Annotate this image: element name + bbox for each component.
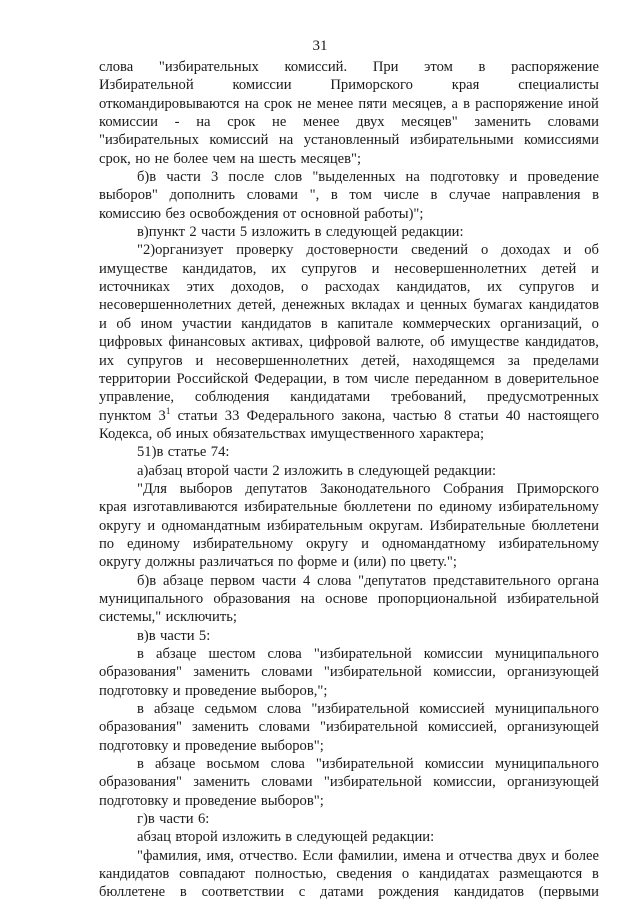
text-line: в абзаце седьмом слова "избирательной комиссией муниципального	[137, 701, 599, 718]
text-line: образования" заменить словами "избирательной комиссией, организующей	[99, 719, 599, 736]
text-line: цифровых финансовых активах, цифровой валюте, об имуществе кандидатов,	[99, 334, 599, 351]
text-line: территории Российской Федерации, в том числе переданном в доверительное	[99, 370, 599, 387]
text-line: образования" заменить словами "избирательной комиссии, организующей	[99, 664, 599, 681]
text-line: подготовку и проведение выборов";	[99, 737, 324, 754]
text-line: несовершеннолетних детей, денежных вкладах и ценных бумагах кандидатов	[99, 297, 599, 314]
text-line: их супругов и несовершеннолетних детей, находящемся за пределами	[99, 352, 599, 369]
text-line: края изготавливаются избирательные бюллетени по единому избирательному	[99, 499, 599, 516]
text-line: "избирательных комиссий на установленный избирательными комиссиями	[99, 132, 599, 149]
text-line: г)в части 6:	[137, 811, 210, 828]
text-line: источниках этих доходов, о расходах кандидатов, их супругов и	[99, 279, 599, 296]
text-line: 51)в статье 74:	[137, 444, 230, 461]
text-line: б)в части 3 после слов "выделенных на подготовку и проведение	[137, 169, 599, 186]
text-line: кандидатов совпадают полностью, сведения о кандидатах размещаются в	[99, 866, 599, 883]
text-line: "Для выборов депутатов Законодательного Собрания Приморского	[137, 480, 599, 497]
text-line: управление, соблюдения кандидатами требований, предусмотренных	[99, 389, 599, 406]
text-line: Избирательной комиссии Приморского края специалисты	[99, 77, 599, 94]
text-line: "2)организует проверку достоверности сведений о доходах и об	[137, 242, 599, 259]
text-line: образования" заменить словами "избирательной комиссии, организующей	[99, 774, 599, 791]
text-line: системы," исключить;	[99, 609, 237, 626]
text-line: слова "избирательных комиссий. При этом в распоряжение	[99, 59, 599, 75]
text-line: срок, но не более чем на шесть месяцев";	[99, 150, 362, 167]
text-line: по единому избирательному округу и одномандатному избирательному	[99, 535, 599, 552]
text-line: в)в части 5:	[137, 627, 211, 644]
text-line: откомандировываются на срок не менее пяти месяцев, а в распоряжение иной	[99, 95, 599, 112]
document-body	[99, 58, 599, 902]
text-line: в абзаце восьмом слова "избирательной комиссии муниципального	[137, 756, 599, 773]
text-line: Кодекса, об иных обязательствах имущественного характера;	[99, 425, 485, 442]
text-line: абзац второй изложить в следующей редакции:	[137, 829, 435, 846]
text-line: округу и одномандатным избирательным округам. Избирательные бюллетени	[99, 517, 599, 534]
text-line: в абзаце шестом слова "избирательной комиссии муниципального	[137, 646, 599, 662]
page-number: 31	[312, 38, 328, 54]
text-line: "фамилия, имя, отчество. Если фамилии, имена и отчества двух и более	[137, 847, 599, 864]
text-line: а)абзац второй части 2 изложить в следующей редакции:	[137, 462, 497, 479]
text-line: комиссии - на срок не менее двух месяцев" заменить словами	[99, 114, 599, 131]
text-line: муниципального образования на основе пропорциональной избирательной	[99, 590, 599, 607]
text-line: б)в абзаце первом части 4 слова "депутатов представительного органа	[137, 572, 599, 589]
text-line: в)пункт 2 части 5 изложить в следующей редакции:	[137, 224, 464, 241]
text-line: имуществе кандидатов, их супругов и несовершеннолетних детей и	[99, 260, 599, 277]
text-line: округу должны различаться по форме и (или) по цвету.";	[99, 554, 457, 571]
text-line: комиссию без освобождения от основной работы)";	[99, 205, 424, 222]
text-line: выборов" дополнить словами ", в том числе в случае направления в	[99, 187, 599, 204]
text-line: пунктом $3^1$ статьи 33 Федерального закона, частью 8 статьи 40 настоящего	[99, 405, 599, 424]
text-line: подготовку и проведение выборов,";	[99, 682, 328, 699]
text-line: бюллетене в соответствии с датами рождения кандидатов (первыми	[99, 884, 599, 901]
text-line: подготовку и проведение выборов";	[99, 792, 324, 809]
text-line: и об ином участии кандидатов в капитале коммерческих организаций, о	[99, 315, 599, 332]
